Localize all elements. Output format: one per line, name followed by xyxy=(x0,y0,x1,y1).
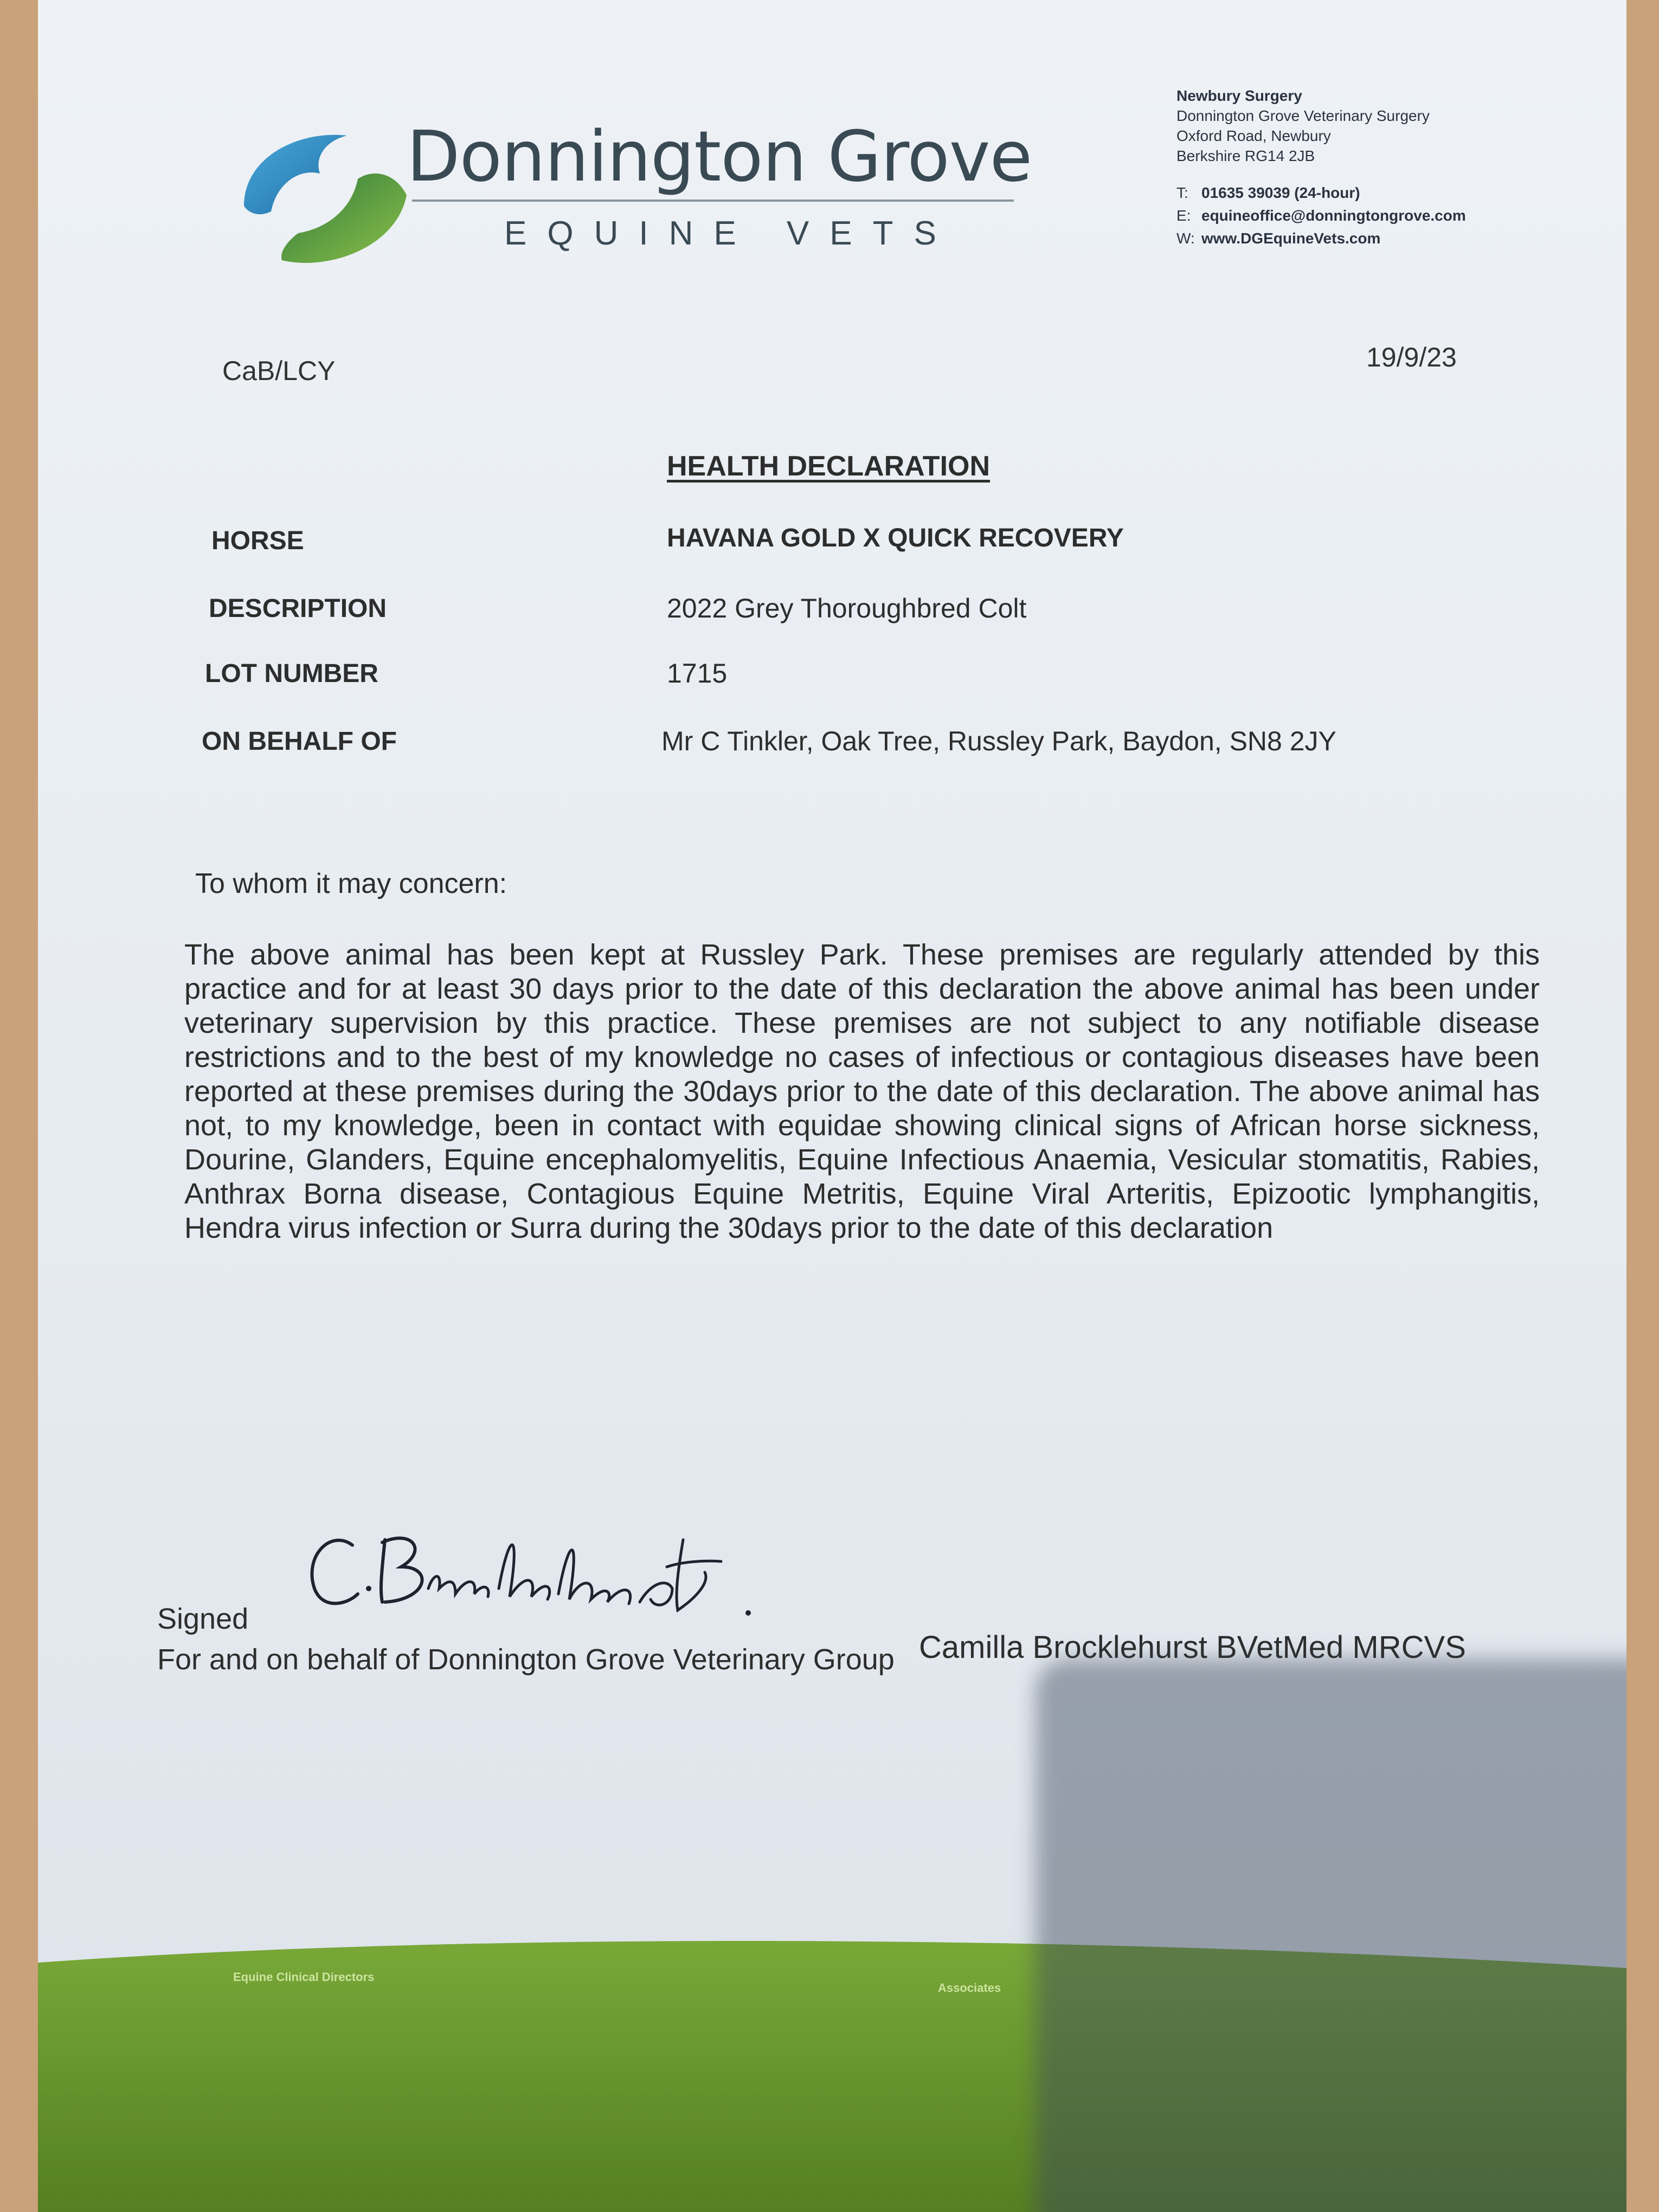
directors-list xyxy=(233,1968,374,1986)
contact-details xyxy=(1176,182,1466,250)
surgery-address xyxy=(1176,86,1430,166)
website-address: www.DGEquineVets.com xyxy=(1201,230,1381,247)
phone-number: 01635 39039 (24-hour) xyxy=(1201,184,1360,201)
brand-name: Donnington Grove xyxy=(407,117,1032,197)
document-date: 19/9/23 xyxy=(1366,342,1457,372)
address-line: Oxford Road, Newbury xyxy=(1176,127,1331,144)
document-title: HEALTH DECLARATION xyxy=(667,451,991,482)
brand-subtitle: EQUINE VETS xyxy=(504,215,957,252)
address-line: Berkshire RG14 2JB xyxy=(1176,147,1315,164)
associates-list xyxy=(938,1979,1001,1997)
contact-key: W: xyxy=(1176,230,1195,247)
description-label: DESCRIPTION xyxy=(209,594,387,623)
handwritten-signature xyxy=(293,1507,781,1648)
brand-divider xyxy=(412,200,1014,202)
document-page xyxy=(38,0,1626,2212)
horse-value: HAVANA GOLD X QUICK RECOVERY xyxy=(667,524,1124,552)
associates-heading: Associates xyxy=(938,1981,1001,1995)
on-behalf-of-label: ON BEHALF OF xyxy=(202,727,397,756)
signed-label: Signed xyxy=(157,1603,249,1635)
lot-number-label: LOT NUMBER xyxy=(205,659,378,688)
address-line: Newbury Surgery xyxy=(1176,87,1302,104)
contact-key: E: xyxy=(1176,207,1191,224)
on-behalf-line: For and on behalf of Donnington Grove Veterinary Group xyxy=(157,1643,895,1676)
photo-shadow xyxy=(1036,1659,1626,2212)
reference-code: CaB/LCY xyxy=(222,356,336,386)
description-value: 2022 Grey Thoroughbred Colt xyxy=(667,593,1027,623)
horse-label: HORSE xyxy=(211,526,304,555)
salutation: To whom it may concern: xyxy=(195,868,507,899)
contact-key: T: xyxy=(1176,184,1188,201)
lot-number-value: 1715 xyxy=(667,658,728,689)
email-address: equineoffice@donningtongrove.com xyxy=(1201,207,1466,224)
on-behalf-of-value: Mr C Tinkler, Oak Tree, Russley Park, Baydon, SN8 2JY xyxy=(661,726,1336,756)
address-line: Donnington Grove Veterinary Surgery xyxy=(1176,107,1430,124)
donnington-grove-logo-icon xyxy=(233,125,423,276)
directors-heading: Equine Clinical Directors xyxy=(233,1970,375,1984)
signatory-name: Camilla Brocklehurst BVetMed MRCVS xyxy=(919,1630,1466,1665)
declaration-body: The above animal has been kept at Russley Park. These premises are regularly attended by this practice and for at least 30 days prior to the date of this declaration the above animal has been under veterinary supervision by this practice. These premises are not subject to any notifiable disease restrictions and to the best of my knowledge no cases of infectious or contagious diseases have been reported at these premises during the 30days prior to the date of this declaration. The above animal has not, to my knowledge, been in contact with equidae showing clinical signs of African horse sickness, Dourine, Glanders, Equine encephalomyelitis, Equine Infectious Anaemia, Vesicular stomatitis, Rabies, Anthrax Borna disease, Contagious Equine Metritis, Equine Viral Arteritis, Epizootic lymphangitis, Hendra virus infection or Surra during the 30days prior to the date of this declaration xyxy=(184,938,1540,1244)
